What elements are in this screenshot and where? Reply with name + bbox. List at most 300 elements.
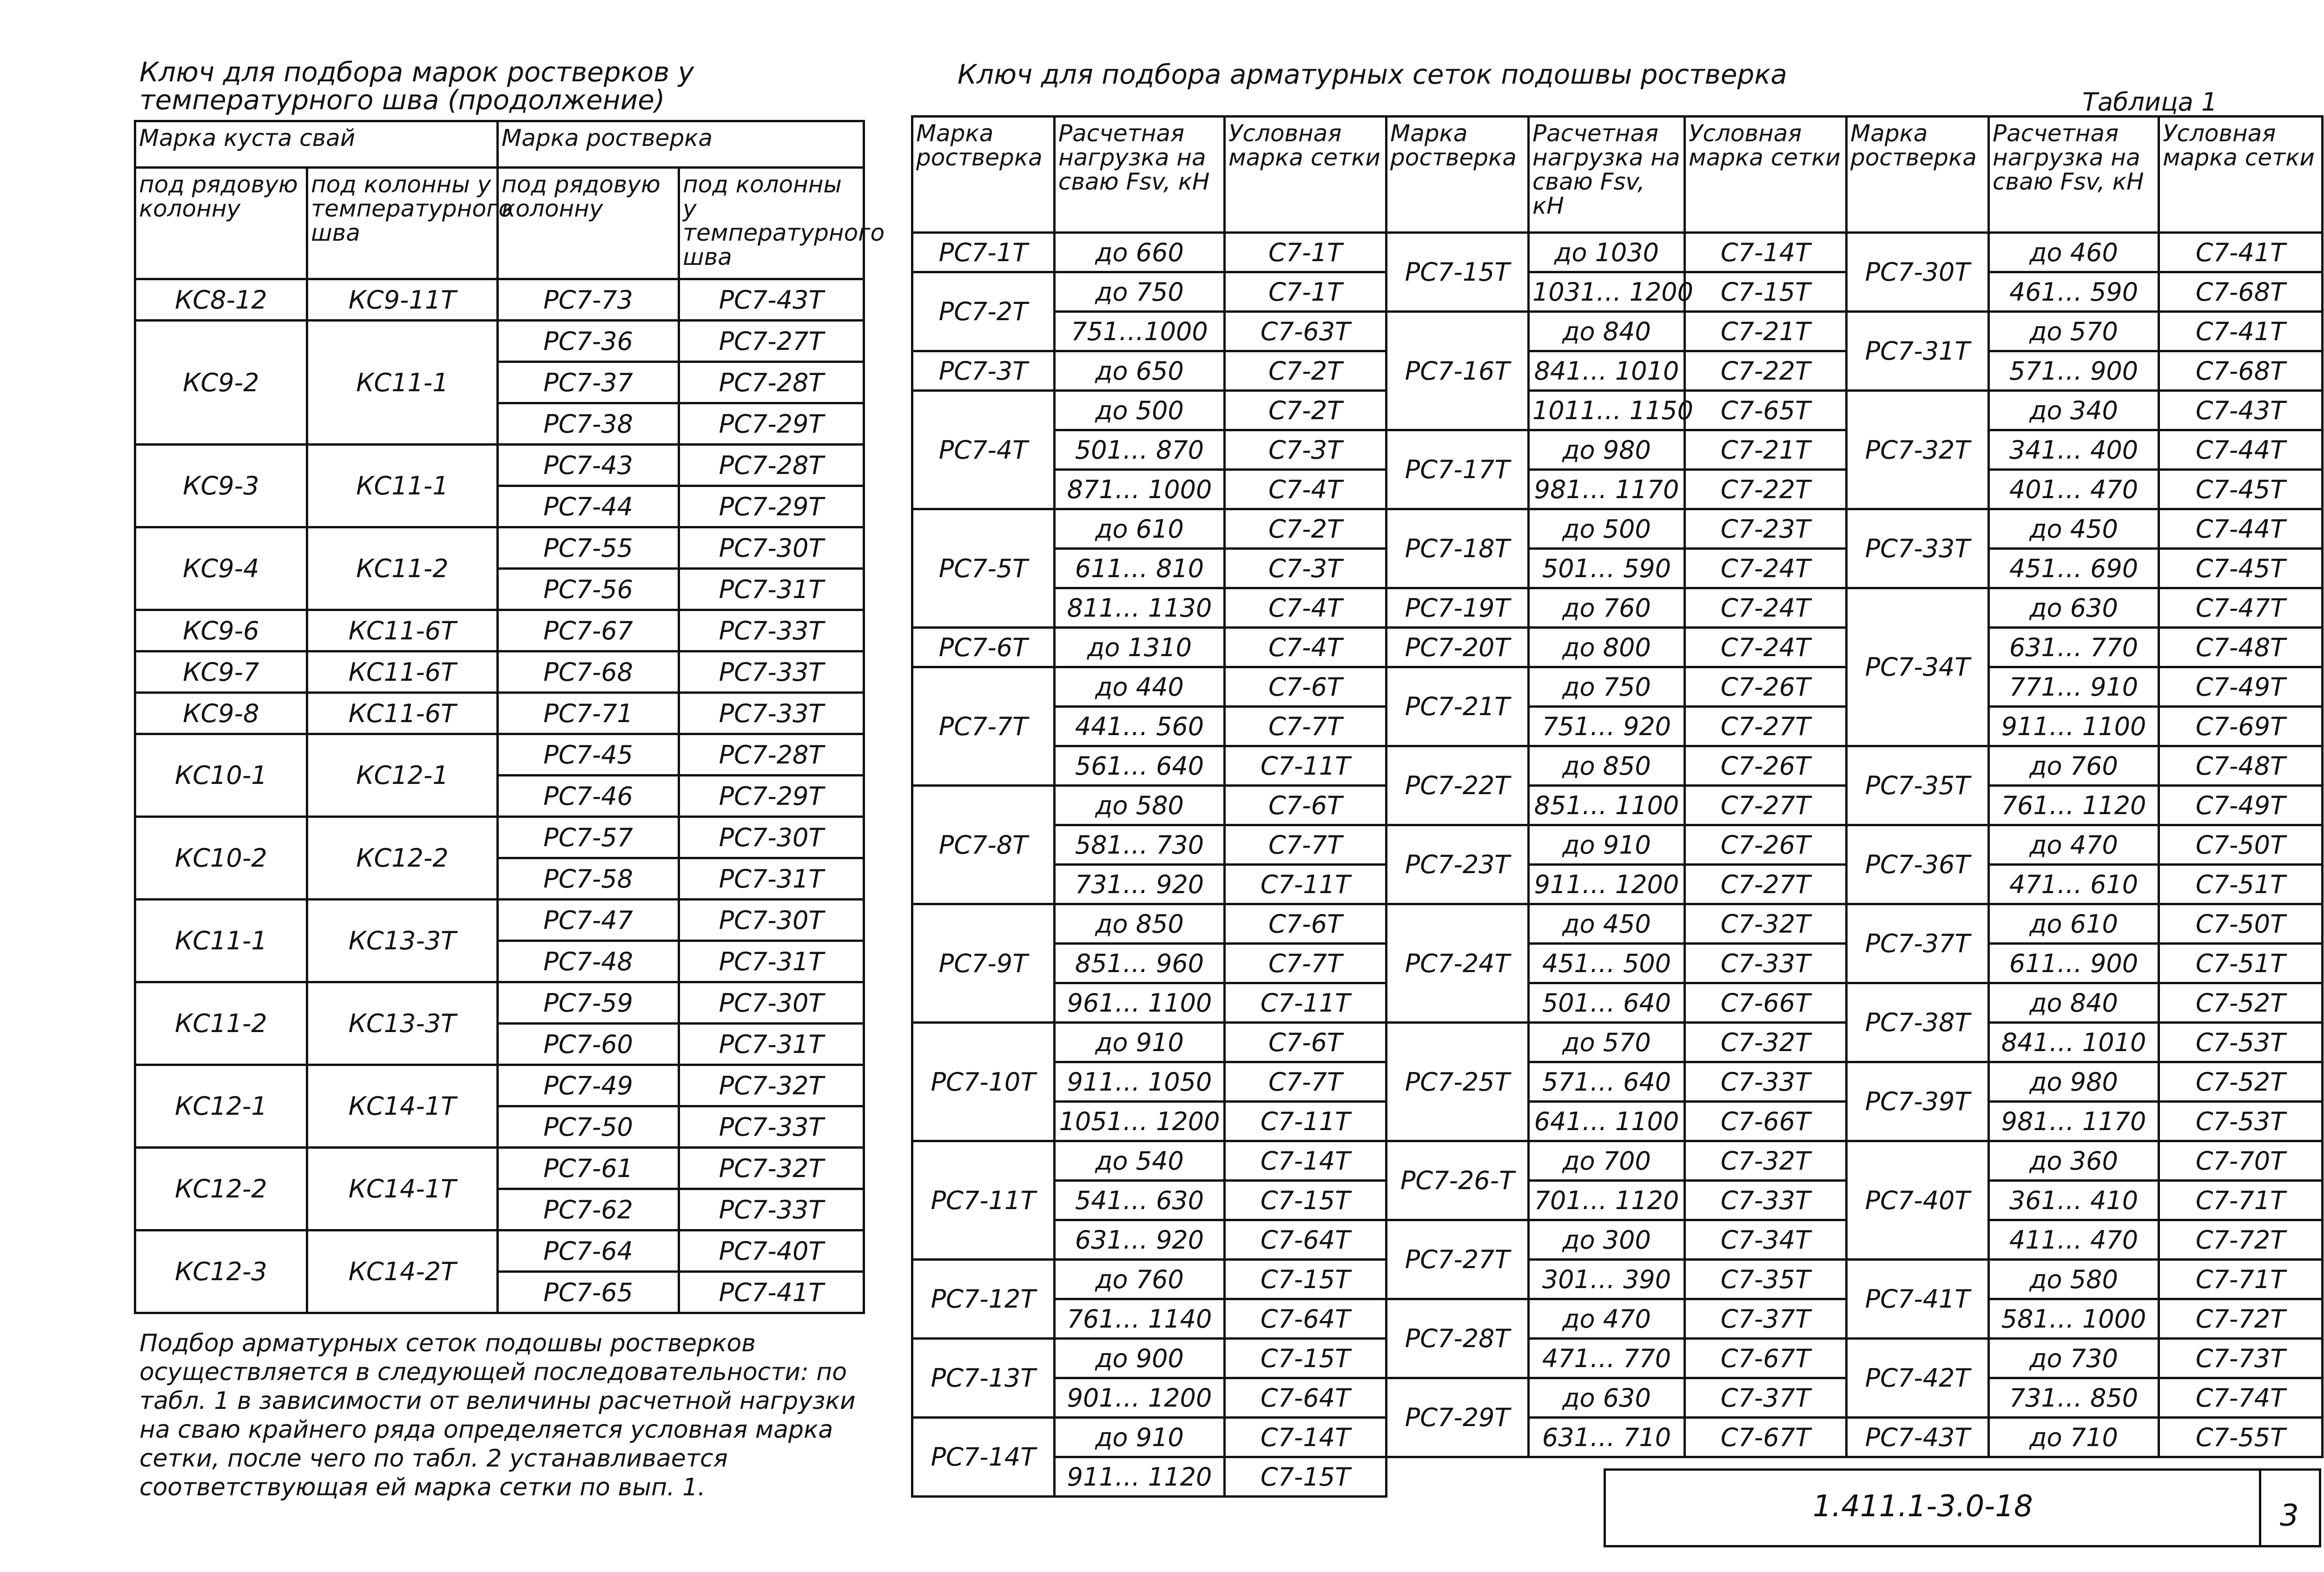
pile-load-value: 731… 850 (1989, 1378, 2159, 1418)
mesh-mark: С7-66Т (1685, 1102, 1847, 1141)
mesh-mark: С7-32Т (1685, 1141, 1847, 1181)
mesh-mark: С7-67Т (1685, 1418, 1847, 1457)
pile-group-mark: КС9-4 (135, 527, 307, 610)
grillage-mark: РС7-37 (498, 362, 679, 403)
table-row (912, 312, 2323, 351)
mesh-mark: С7-68Т (2159, 351, 2323, 391)
mesh-mark: С7-52Т (2159, 1062, 2323, 1102)
grillage-mark: РС7-55 (498, 527, 679, 569)
grillage-mark: РС7-48 (498, 941, 679, 982)
grillage-mark: РС7-14Т (912, 1418, 1055, 1497)
head-sub-3: под рядовую колонну (498, 168, 679, 279)
r-head-mark-3: Марка ростверка (1847, 117, 1989, 233)
pile-load-value: 911… 1200 (1529, 865, 1685, 904)
table-row (135, 1230, 864, 1272)
grillage-mark: РС7-4Т (912, 391, 1055, 509)
pile-load-value: до 760 (1055, 1260, 1225, 1299)
pile-load-value: 581… 730 (1055, 825, 1225, 865)
pile-load-value: 1031… 1200 (1529, 272, 1685, 312)
table-row (135, 610, 864, 651)
table-row (135, 445, 864, 486)
table-row (912, 272, 2323, 312)
grillage-mark-joint: РС7-33Т (679, 651, 864, 693)
mesh-mark: С7-1Т (1225, 272, 1386, 312)
head-grillage: Марка ростверка (498, 121, 864, 168)
grillage-mark: РС7-39Т (1847, 1062, 1989, 1141)
grillage-mark-joint: РС7-32Т (679, 1065, 864, 1106)
grillage-mark: РС7-41Т (1847, 1260, 1989, 1339)
grillage-mark: РС7-16Т (1386, 312, 1529, 430)
grillage-mark: РС7-27Т (1386, 1220, 1529, 1299)
pile-load-value: 581… 1000 (1989, 1299, 2159, 1339)
table-row (912, 1299, 2323, 1339)
mesh-mark: С7-2Т (1225, 391, 1386, 430)
mesh-mark: С7-50Т (2159, 825, 2323, 865)
mesh-mark: С7-33Т (1685, 944, 1847, 983)
pile-load-value: 611… 810 (1055, 549, 1225, 588)
pile-load-value: 441… 560 (1055, 707, 1225, 746)
pile-group-mark-joint: КС11-2 (307, 527, 498, 610)
pile-load-value: 871… 1000 (1055, 470, 1225, 509)
pile-load-value: до 630 (1529, 1378, 1685, 1418)
mesh-mark: С7-27Т (1685, 707, 1847, 746)
pile-load-value: до 910 (1055, 1023, 1225, 1062)
mesh-mark: С7-41Т (2159, 312, 2323, 351)
mesh-mark: С7-26Т (1685, 667, 1847, 707)
mesh-mark: С7-6Т (1225, 667, 1386, 707)
pile-load-value: 771… 910 (1989, 667, 2159, 707)
table-row (912, 391, 2323, 430)
pile-load-value: 541… 630 (1055, 1181, 1225, 1220)
pile-load-value: 471… 610 (1989, 865, 2159, 904)
table-row (912, 470, 2323, 509)
r-head-mark-2: Марка ростверка (1386, 117, 1529, 233)
grillage-mark-joint: РС7-33Т (679, 1106, 864, 1148)
mesh-mark: С7-43Т (2159, 391, 2323, 430)
grillage-mark: РС7-62 (498, 1189, 679, 1230)
mesh-mark: С7-3Т (1225, 549, 1386, 588)
pile-load-value: 731… 920 (1055, 865, 1225, 904)
pile-load-value: до 580 (1055, 786, 1225, 825)
mesh-mark: С7-44Т (2159, 509, 2323, 549)
table-row (135, 279, 864, 321)
mesh-mark: С7-15Т (1225, 1260, 1386, 1299)
pile-load-value: до 750 (1055, 272, 1225, 312)
grillage-mark: РС7-50 (498, 1106, 679, 1148)
pile-load-value: 631… 920 (1055, 1220, 1225, 1260)
grillage-mark-joint: РС7-33Т (679, 1189, 864, 1230)
pile-load-value: 901… 1200 (1055, 1378, 1225, 1418)
grillage-mark-joint: РС7-29Т (679, 776, 864, 817)
grillage-mark: РС7-25Т (1386, 1023, 1529, 1141)
grillage-mark: РС7-45 (498, 734, 679, 776)
mesh-mark: С7-4Т (1225, 588, 1386, 628)
pile-load-value: 911… 1100 (1989, 707, 2159, 746)
grillage-mark: РС7-36Т (1847, 825, 1989, 904)
mesh-mark: С7-21Т (1685, 430, 1847, 470)
head-sub-1: под рядовую колонну (135, 168, 307, 279)
mesh-mark: С7-7Т (1225, 944, 1386, 983)
pile-load-value: до 910 (1055, 1418, 1225, 1457)
mesh-mark: С7-15Т (1225, 1457, 1386, 1497)
pile-load-value: 851… 960 (1055, 944, 1225, 983)
pile-load-value: до 460 (1989, 233, 2159, 272)
grillage-mark: РС7-24Т (1386, 904, 1529, 1023)
pile-group-mark: КС12-1 (135, 1065, 307, 1148)
grillage-mark: РС7-58 (498, 858, 679, 900)
grillage-mark: РС7-33Т (1847, 509, 1989, 588)
grillage-mark: РС7-22Т (1386, 746, 1529, 825)
pile-load-value: до 360 (1989, 1141, 2159, 1181)
pile-load-value: 461… 590 (1989, 272, 2159, 312)
mesh-mark: С7-27Т (1685, 865, 1847, 904)
table-row (912, 1220, 2323, 1260)
table-row (912, 1260, 2323, 1299)
grillage-mark: РС7-23Т (1386, 825, 1529, 904)
table-row (135, 734, 864, 776)
pile-group-mark-joint: КС14-1Т (307, 1148, 498, 1230)
mesh-mark: С7-48Т (2159, 746, 2323, 786)
pile-load-value: до 470 (1529, 1299, 1685, 1339)
table-row (135, 817, 864, 858)
mesh-mark: С7-24Т (1685, 628, 1847, 667)
pile-load-value: до 800 (1529, 628, 1685, 667)
pile-load-value: до 610 (1989, 904, 2159, 944)
grillage-mark: РС7-40Т (1847, 1141, 1989, 1260)
mesh-mark: С7-26Т (1685, 825, 1847, 865)
document-code: 1.411.1-3.0-18 (1813, 1489, 2033, 1524)
pile-load-value: 501… 640 (1529, 983, 1685, 1023)
pile-load-value: до 450 (1529, 904, 1685, 944)
pile-load-value: до 760 (1989, 746, 2159, 786)
pile-load-value: до 1310 (1055, 628, 1225, 667)
mesh-mark: С7-11Т (1225, 983, 1386, 1023)
grillage-mark-joint: РС7-30Т (679, 982, 864, 1024)
table-row (912, 351, 2323, 391)
pile-load-value: до 570 (1989, 312, 2159, 351)
mesh-mark: С7-45Т (2159, 470, 2323, 509)
mesh-mark: С7-15Т (1685, 272, 1847, 312)
mesh-mark: С7-51Т (2159, 865, 2323, 904)
mesh-mark: С7-11Т (1225, 1102, 1386, 1141)
pile-load-value: до 540 (1055, 1141, 1225, 1181)
table-row (912, 233, 2323, 272)
mesh-mark: С7-65Т (1685, 391, 1847, 430)
pile-load-value: 401… 470 (1989, 470, 2159, 509)
grillage-mark-joint: РС7-28Т (679, 445, 864, 486)
grillage-mark-joint: РС7-33Т (679, 693, 864, 734)
grillage-mark: РС7-64 (498, 1230, 679, 1272)
grillage-mark: РС7-30Т (1847, 233, 1989, 312)
pile-load-value: 761… 1120 (1989, 786, 2159, 825)
mesh-mark: С7-27Т (1685, 786, 1847, 825)
grillage-mark: РС7-36 (498, 321, 679, 362)
grillage-mark-joint: РС7-31Т (679, 858, 864, 900)
table-row (135, 527, 864, 569)
pile-load-value: 361… 410 (1989, 1181, 2159, 1220)
pile-load-value: до 980 (1529, 430, 1685, 470)
pile-load-value: 851… 1100 (1529, 786, 1685, 825)
mesh-mark: С7-64Т (1225, 1220, 1386, 1260)
left-title: Ключ для подбора марок ростверков у температурного шва (продолжение) (139, 56, 694, 116)
pile-group-mark-joint: КС14-2Т (307, 1230, 498, 1313)
mesh-mark: С7-23Т (1685, 509, 1847, 549)
table-row (912, 746, 2323, 786)
mesh-mark: С7-37Т (1685, 1299, 1847, 1339)
pile-load-value: 761… 1140 (1055, 1299, 1225, 1339)
pile-load-value: до 340 (1989, 391, 2159, 430)
pile-load-value: 911… 1120 (1055, 1457, 1225, 1497)
pile-load-value: 631… 770 (1989, 628, 2159, 667)
mesh-mark: С7-66Т (1685, 983, 1847, 1023)
pile-load-value: до 710 (1989, 1418, 2159, 1457)
table-row (912, 1062, 2323, 1102)
pile-group-mark-joint: КС11-1 (307, 445, 498, 527)
pile-load-value: 1051… 1200 (1055, 1102, 1225, 1141)
table-row (912, 707, 2323, 746)
table-row (135, 693, 864, 734)
pile-load-value: 611… 900 (1989, 944, 2159, 983)
grillage-mark-joint: РС7-31Т (679, 1024, 864, 1065)
pile-load-value: 841… 1010 (1989, 1023, 2159, 1062)
pile-load-value: 561… 640 (1055, 746, 1225, 786)
pile-group-mark-joint: КС14-1Т (307, 1065, 498, 1148)
pile-group-mark: КС9-2 (135, 321, 307, 445)
mesh-mark: С7-50Т (2159, 904, 2323, 944)
pile-load-value: до 840 (1529, 312, 1685, 351)
grillage-mark: РС7-1Т (912, 233, 1055, 272)
grillage-mark: РС7-7Т (912, 667, 1055, 786)
pile-load-value: 961… 1100 (1055, 983, 1225, 1023)
pile-load-value: 1011… 1150 (1529, 391, 1685, 430)
mesh-key-table (911, 115, 2324, 1498)
mesh-mark: С7-11Т (1225, 746, 1386, 786)
grillage-mark: РС7-37Т (1847, 904, 1989, 983)
grillage-mark-joint: РС7-33Т (679, 610, 864, 651)
pile-load-value: до 610 (1055, 509, 1225, 549)
r-head-load-1: Расчетная нагрузка на сваю Fsv, кН (1055, 117, 1225, 233)
pile-load-value: 451… 500 (1529, 944, 1685, 983)
pile-group-mark-joint: КС11-1 (307, 321, 498, 445)
grillage-mark: РС7-13Т (912, 1339, 1055, 1418)
table-row (135, 321, 864, 362)
mesh-mark: С7-4Т (1225, 628, 1386, 667)
r-head-mesh-2: Условная марка сетки (1685, 117, 1847, 233)
pile-load-value: 911… 1050 (1055, 1062, 1225, 1102)
pile-group-mark: КС9-8 (135, 693, 307, 734)
grillage-mark-joint: РС7-30Т (679, 900, 864, 941)
pile-load-value: до 850 (1055, 904, 1225, 944)
grillage-mark: РС7-49 (498, 1065, 679, 1106)
pile-load-value: до 500 (1055, 391, 1225, 430)
table-row (912, 1418, 2323, 1457)
mesh-mark: С7-53Т (2159, 1023, 2323, 1062)
head-pile-group: Марка куста свай (135, 121, 498, 168)
mesh-mark: С7-49Т (2159, 786, 2323, 825)
mesh-mark: С7-6Т (1225, 904, 1386, 944)
pile-group-mark: КС12-2 (135, 1148, 307, 1230)
grillage-mark: РС7-2Т (912, 272, 1055, 351)
grillage-mark: РС7-32Т (1847, 391, 1989, 509)
grillage-mark: РС7-46 (498, 776, 679, 817)
pile-group-mark: КС11-1 (135, 900, 307, 982)
mesh-mark: С7-4Т (1225, 470, 1386, 509)
pile-load-value: до 850 (1529, 746, 1685, 786)
mesh-mark: С7-64Т (1225, 1378, 1386, 1418)
mesh-mark: С7-35Т (1685, 1260, 1847, 1299)
mesh-mark: С7-32Т (1685, 904, 1847, 944)
pile-load-value: до 700 (1529, 1141, 1685, 1181)
pile-load-value: до 980 (1989, 1062, 2159, 1102)
grillage-mark-joint: РС7-29Т (679, 486, 864, 527)
mesh-mark: С7-34Т (1685, 1220, 1847, 1260)
mesh-mark: С7-11Т (1225, 865, 1386, 904)
mesh-mark: С7-72Т (2159, 1299, 2323, 1339)
pile-load-value: до 660 (1055, 233, 1225, 272)
table-row (912, 549, 2323, 588)
mesh-mark: С7-33Т (1685, 1062, 1847, 1102)
selection-note: Подбор арматурных сеток подошвы ростверков осуществляется в следующей последовательности: по табл. 1 в зависимости от величины расчетной нагрузки на сваю крайнего ряда определяется условная марка сетки, после чего по табл. 2 устанавливается соответствующая ей марка сетки по вып. 1. (139, 1329, 856, 1501)
pile-load-value: 301… 390 (1529, 1260, 1685, 1299)
pile-load-value: до 470 (1989, 825, 2159, 865)
grillage-mark-joint: РС7-30Т (679, 527, 864, 569)
table-row (912, 588, 2323, 628)
pile-group-mark-joint: КС11-6Т (307, 610, 498, 651)
mesh-mark: С7-68Т (2159, 272, 2323, 312)
grillage-mark: РС7-28Т (1386, 1299, 1529, 1378)
table-row (912, 430, 2323, 470)
mesh-mark: С7-37Т (1685, 1378, 1847, 1418)
grillage-mark: РС7-43 (498, 445, 679, 486)
table-row (912, 825, 2323, 865)
mesh-mark: С7-7Т (1225, 825, 1386, 865)
mesh-mark: С7-6Т (1225, 1023, 1386, 1062)
pile-load-value: до 450 (1989, 509, 2159, 549)
table-row (135, 900, 864, 941)
pile-load-value: до 570 (1529, 1023, 1685, 1062)
mesh-mark: С7-69Т (2159, 707, 2323, 746)
pile-load-value: до 440 (1055, 667, 1225, 707)
table-row (135, 1148, 864, 1189)
grillage-mark: РС7-47 (498, 900, 679, 941)
grillage-mark-joint: РС7-31Т (679, 941, 864, 982)
pile-group-mark: КС11-2 (135, 982, 307, 1065)
table-row (912, 509, 2323, 549)
mesh-mark: С7-26Т (1685, 746, 1847, 786)
mesh-mark: С7-22Т (1685, 351, 1847, 391)
mesh-mark: С7-22Т (1685, 470, 1847, 509)
pile-load-value: до 300 (1529, 1220, 1685, 1260)
mesh-mark: С7-33Т (1685, 1181, 1847, 1220)
r-head-mark-1: Марка ростверка (912, 117, 1055, 233)
mesh-mark: С7-6Т (1225, 786, 1386, 825)
pile-load-value: 451… 690 (1989, 549, 2159, 588)
grillage-mark: РС7-38Т (1847, 983, 1989, 1062)
grillage-mark-joint: РС7-30Т (679, 817, 864, 858)
grillage-mark: РС7-20Т (1386, 628, 1529, 667)
mesh-mark: С7-51Т (2159, 944, 2323, 983)
mesh-mark: С7-15Т (1225, 1339, 1386, 1378)
grillage-mark: РС7-61 (498, 1148, 679, 1189)
grillage-mark-joint: РС7-32Т (679, 1148, 864, 1189)
table-row (912, 1141, 2323, 1181)
pile-load-value: 981… 1170 (1989, 1102, 2159, 1141)
grillage-mark: РС7-21Т (1386, 667, 1529, 746)
grillage-mark-joint: РС7-43Т (679, 279, 864, 321)
mesh-mark: С7-24Т (1685, 549, 1847, 588)
right-title: Ключ для подбора арматурных сеток подошвы ростверка (957, 59, 1787, 90)
pile-group-mark-joint: КС13-3Т (307, 982, 498, 1065)
mesh-mark: С7-2Т (1225, 351, 1386, 391)
pile-load-value: до 910 (1529, 825, 1685, 865)
pile-load-value: 751… 920 (1529, 707, 1685, 746)
left-key-table (134, 120, 885, 1314)
pile-load-value: до 750 (1529, 667, 1685, 707)
pile-load-value: до 630 (1989, 588, 2159, 628)
grillage-mark: РС7-29Т (1386, 1378, 1529, 1457)
mesh-mark: С7-14Т (1225, 1141, 1386, 1181)
mesh-mark: С7-15Т (1225, 1181, 1386, 1220)
pile-group-mark-joint: КС9-11Т (307, 279, 498, 321)
mesh-mark: С7-74Т (2159, 1378, 2323, 1418)
mesh-mark: С7-14Т (1225, 1418, 1386, 1457)
grillage-mark: РС7-10Т (912, 1023, 1055, 1141)
pile-load-value: 631… 710 (1529, 1418, 1685, 1457)
r-head-load-2: Расчетная нагрузка на сваю Fsv, кН (1529, 117, 1685, 233)
pile-load-value: 341… 400 (1989, 430, 2159, 470)
table-row (912, 1378, 2323, 1418)
mesh-mark: С7-44Т (2159, 430, 2323, 470)
table-row (912, 904, 2323, 944)
grillage-mark: РС7-68 (498, 651, 679, 693)
mesh-mark: С7-48Т (2159, 628, 2323, 667)
pile-load-value: 641… 1100 (1529, 1102, 1685, 1141)
table-row (912, 1339, 2323, 1378)
mesh-mark: С7-45Т (2159, 549, 2323, 588)
table-row (912, 628, 2323, 667)
head-sub-4: под колонны у температурного шва (679, 168, 864, 279)
grillage-mark: РС7-44 (498, 486, 679, 527)
mesh-mark: С7-71Т (2159, 1181, 2323, 1220)
table-row (912, 1023, 2323, 1062)
grillage-mark-joint: РС7-41Т (679, 1272, 864, 1313)
mesh-mark: С7-71Т (2159, 1260, 2323, 1299)
mesh-mark: С7-67Т (1685, 1339, 1847, 1378)
grillage-mark: РС7-8Т (912, 786, 1055, 904)
pile-load-value: 571… 640 (1529, 1062, 1685, 1102)
mesh-mark: С7-7Т (1225, 1062, 1386, 1102)
pile-group-mark: КС12-3 (135, 1230, 307, 1313)
pile-group-mark: КС9-7 (135, 651, 307, 693)
mesh-mark: С7-52Т (2159, 983, 2323, 1023)
table-row (912, 944, 2323, 983)
mesh-mark: С7-1Т (1225, 233, 1386, 272)
pile-group-mark-joint: КС13-3Т (307, 900, 498, 982)
pile-group-mark-joint: КС11-6Т (307, 693, 498, 734)
grillage-mark: РС7-56 (498, 569, 679, 610)
grillage-mark: РС7-60 (498, 1024, 679, 1065)
pile-load-value: 701… 1120 (1529, 1181, 1685, 1220)
mesh-mark: С7-41Т (2159, 233, 2323, 272)
grillage-mark: РС7-26-Т (1386, 1141, 1529, 1220)
pile-load-value: 501… 590 (1529, 549, 1685, 588)
pile-load-value: до 580 (1989, 1260, 2159, 1299)
pile-group-mark: КС8-12 (135, 279, 307, 321)
pile-group-mark: КС10-1 (135, 734, 307, 817)
grillage-mark: РС7-65 (498, 1272, 679, 1313)
table-row (135, 651, 864, 693)
pile-load-value: 411… 470 (1989, 1220, 2159, 1260)
